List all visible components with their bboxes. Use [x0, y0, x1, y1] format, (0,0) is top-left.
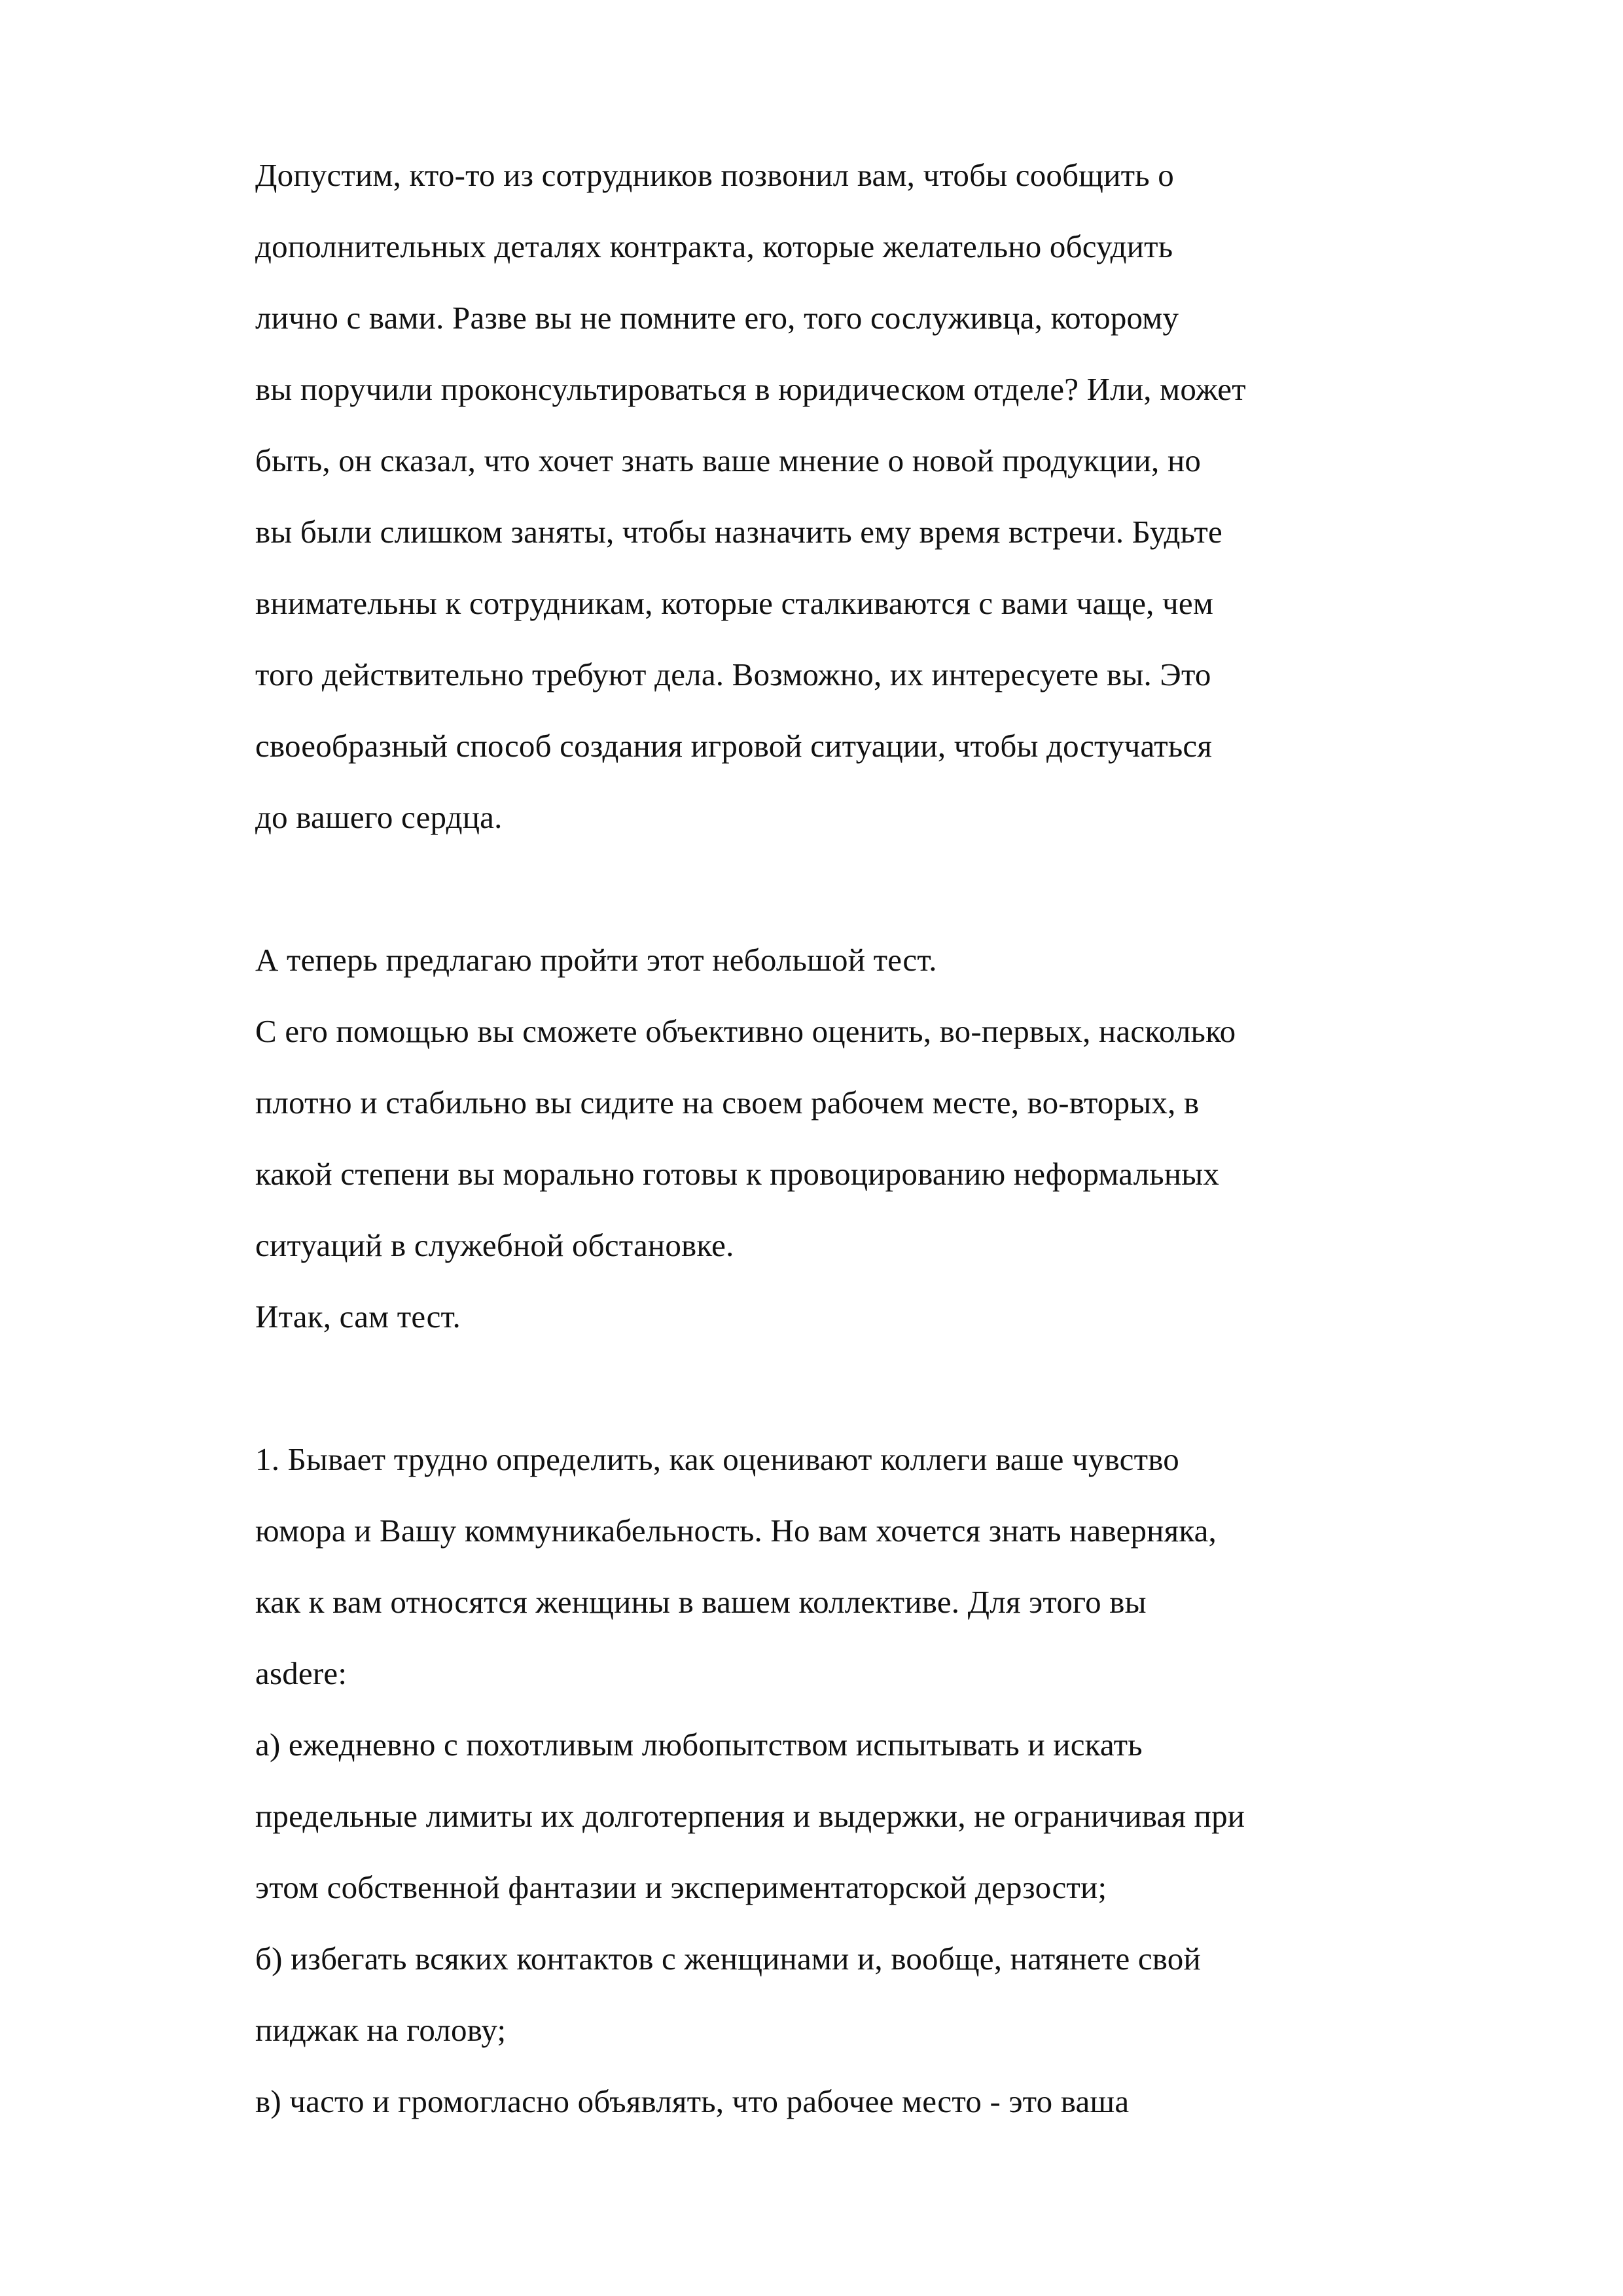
option-a-line: предельные лимиты их долготерпения и выдержки, не ограничивая при — [255, 1798, 1245, 1834]
option-a-line: а) ежедневно с похотливым любопытством испытывать и искать — [255, 1727, 1143, 1763]
option-a-line: этом собственной фантазии и экспериментаторской дерзости; — [255, 1869, 1107, 1905]
paragraph-1-line: вы были слишком заняты, чтобы назначить ему время встречи. Будьте — [255, 514, 1222, 550]
intro-test-line: А теперь предлагаю пройти этот небольшой тест. — [255, 942, 937, 978]
paragraph-1-line: до вашего сердца. — [255, 799, 503, 835]
paragraph-1-line: Допустим, кто-то из сотрудников позвонил вам, чтобы сообщить о — [255, 157, 1174, 193]
paragraph-2-line: плотно и стабильно вы сидите на своем рабочем месте, во-вторых, в — [255, 1085, 1200, 1121]
paragraph-1-line: быть, он сказал, что хочет знать ваше мнение о новой продукции, но — [255, 442, 1202, 478]
paragraph-1-line: вы поручили проконсультироваться в юридическом отделе? Или, может — [255, 371, 1246, 407]
option-b-line: пиджак на голову; — [255, 2012, 507, 2048]
test-heading: Итак, сам тест. — [255, 1299, 461, 1335]
option-b-line: б) избегать всяких контактов с женщинами и, вообще, натянете свой — [255, 1941, 1201, 1977]
question-1-line: как к вам относятся женщины в вашем коллективе. Для этого вы — [255, 1584, 1147, 1620]
question-1-line: asdere: — [255, 1655, 348, 1691]
question-1-line: юмора и Вашу коммуникабельность. Но вам хочется знать наверняка, — [255, 1513, 1217, 1549]
paragraph-1-line: дополнительных деталях контракта, которые желательно обсудить — [255, 228, 1173, 264]
paragraph-2-line: С его помощью вы сможете объективно оценить, во-первых, насколько — [255, 1013, 1236, 1049]
paragraph-2-line: ситуаций в служебной обстановке. — [255, 1227, 734, 1263]
paragraph-1-line: внимательны к сотрудникам, которые сталкиваются с вами чаще, чем — [255, 585, 1214, 621]
paragraph-1-line: того действительно требуют дела. Возможно, их интересуете вы. Это — [255, 656, 1211, 692]
paragraph-1-line: своеобразный способ создания игровой ситуации, чтобы достучаться — [255, 728, 1213, 764]
question-1-line: 1. Бывает трудно определить, как оценивают коллеги ваше чувство — [255, 1441, 1179, 1477]
paragraph-2-line: какой степени вы морально готовы к провоцированию неформальных — [255, 1156, 1220, 1192]
paragraph-1-line: лично с вами. Разве вы не помните его, того сослуживца, которому — [255, 300, 1179, 336]
option-c-line: в) часто и громогласно объявлять, что рабочее место - это ваша — [255, 2083, 1130, 2119]
